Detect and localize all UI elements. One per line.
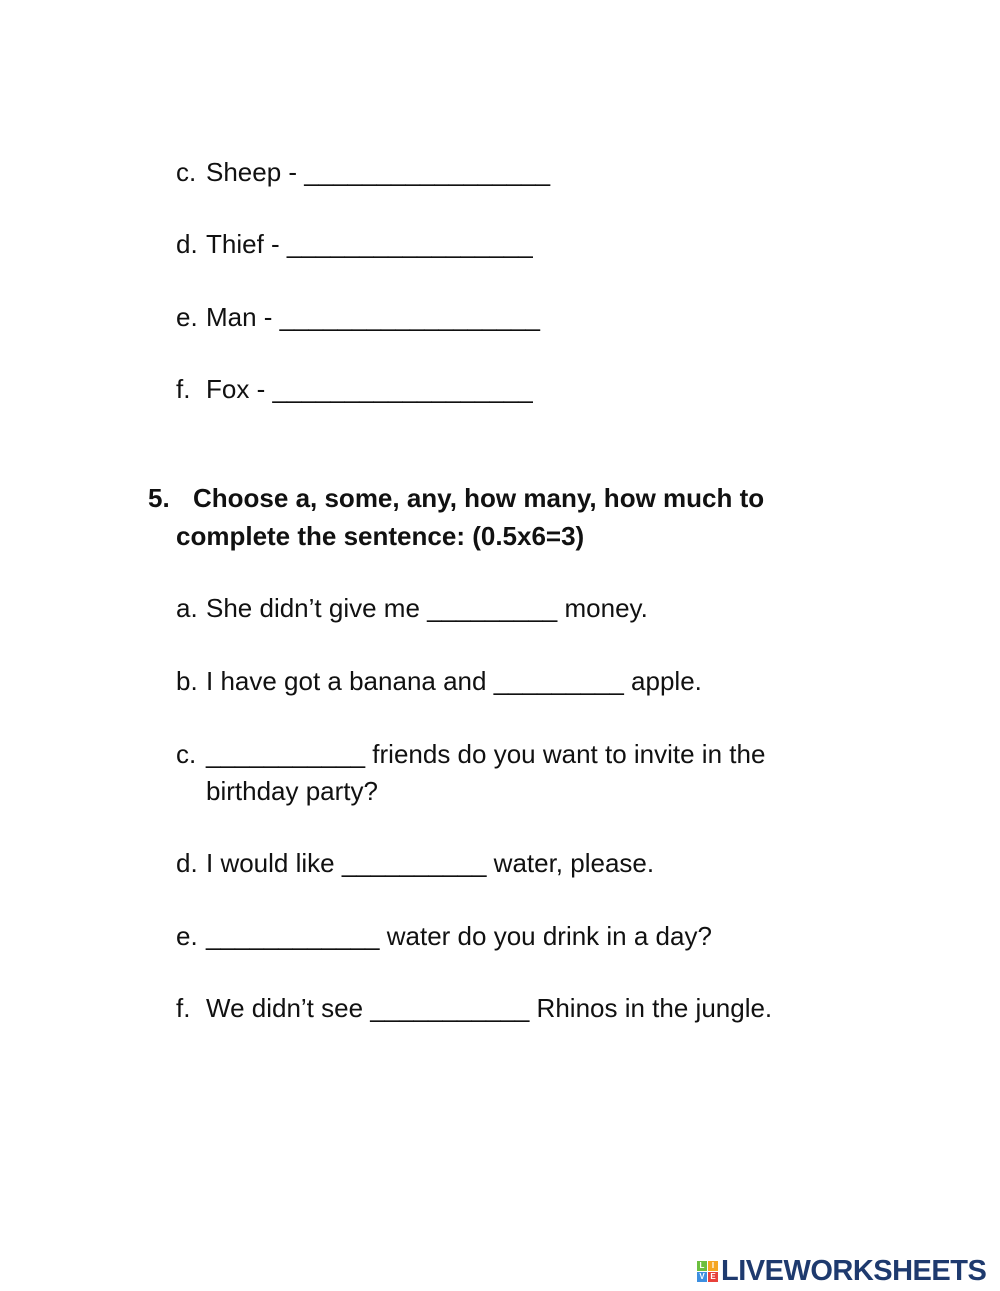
logo-cube: L (697, 1261, 707, 1271)
item-label: f. (176, 993, 191, 1023)
item-label: e. (176, 921, 198, 951)
item-label: a. (176, 593, 198, 623)
item-text: I have got a banana and _________ apple. (206, 666, 702, 696)
item-label: c. (176, 739, 197, 769)
question-line1: Choose a, some, any, how many, how much to (193, 483, 765, 513)
item-label: d. (176, 848, 198, 878)
logo-text: LIVEWORKSHEETS (721, 1255, 987, 1287)
item-text: Thief - _________________ (206, 229, 533, 259)
logo-cube: E (708, 1272, 718, 1282)
item-label: b. (176, 666, 198, 696)
item-label: d. (176, 229, 198, 259)
logo-cubes-icon (697, 1261, 718, 1282)
item-label: e. (176, 302, 198, 332)
item-text: I would like __________ water, please. (206, 848, 655, 878)
question-number: 5. (148, 483, 170, 513)
item-text: Fox - __________________ (206, 374, 533, 404)
liveworksheets-logo (697, 1255, 986, 1288)
item-text: ____________ water do you drink in a day? (206, 921, 712, 951)
logo-cube: V (697, 1272, 707, 1282)
item-text: We didn’t see ___________ Rhinos in the jungle. (206, 993, 773, 1023)
item-label: f. (176, 374, 191, 404)
item-text: Man - __________________ (206, 302, 540, 332)
item-label: c. (176, 157, 197, 187)
item-text: She didn’t give me _________ money. (206, 593, 648, 623)
question-line2: complete the sentence: (0.5x6=3) (176, 521, 585, 551)
logo-cube: I (708, 1261, 718, 1271)
item-text: ___________ friends do you want to invite in the (206, 739, 766, 769)
item-text-continued: birthday party? (206, 776, 378, 806)
item-text: Sheep - _________________ (206, 157, 551, 187)
